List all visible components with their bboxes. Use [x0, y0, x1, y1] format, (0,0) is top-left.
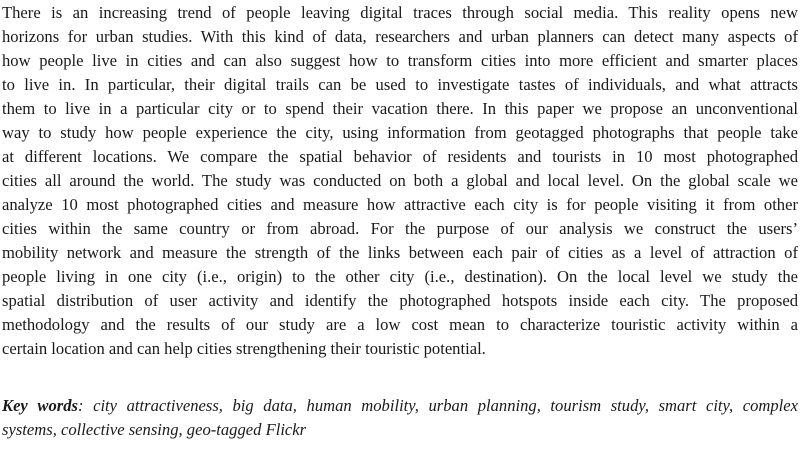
abstract-line: cities within the same country or from abroad. For the purpose of our analysis we construct the users’ — [2, 219, 798, 238]
abstract-line: cities all around the world. The study was conducted on both a global and local level. On the global scale we — [2, 171, 798, 190]
abstract-line: at different locations. We compare the spatial behavior of residents and tourists in 10 most photographed — [2, 147, 798, 166]
abstract-line: analyze 10 most photographed cities and measure how attractive each city is for people visiting it from other — [2, 195, 798, 214]
abstract-line: them to live in a particular city or to spend their vacation there. In this paper we propose an unconventional — [2, 99, 798, 118]
keywords-line-2: systems, collective sensing, geo-tagged Flickr — [2, 420, 307, 439]
abstract-line: way to study how people experience the city, using information from geotagged photographs that people take — [2, 123, 798, 142]
abstract-line: certain location and can help cities strengthening their touristic potential. — [2, 339, 486, 358]
abstract-line: spatial distribution of user activity and identify the photographed hotspots inside each city. The proposed — [2, 291, 798, 310]
abstract-line: to live in. In particular, their digital trails can be used to investigate tastes of individuals, and what attracts — [2, 75, 798, 94]
keywords-line-1 — [2, 394, 798, 418]
abstract-paragraph — [2, 1, 798, 361]
abstract-line: mobility network and measure the strength of the links between each pair of cities as a level of attraction of — [2, 243, 798, 262]
abstract-line: methodology and the results of our study are a low cost mean to characterize touristic activity within a — [2, 315, 798, 334]
abstract-line: people living in one city (i.e., origin) to the other city (i.e., destination). On the local level we study the — [2, 267, 798, 286]
keywords-text: : city attractiveness, big data, human mobility, urban planning, tourism study, smart city, complex — [77, 396, 798, 415]
abstract-line: horizons for urban studies. With this kind of data, researchers and urban planners can detect many aspects of — [2, 27, 798, 46]
keywords-label: Key words — [2, 396, 78, 415]
abstract-line: There is an increasing trend of people leaving digital traces through social media. This reality opens new — [2, 3, 798, 22]
abstract-line: how people live in cities and can also suggest how to transform cities into more efficient and smarter places — [2, 51, 798, 70]
keywords-section — [2, 394, 798, 442]
